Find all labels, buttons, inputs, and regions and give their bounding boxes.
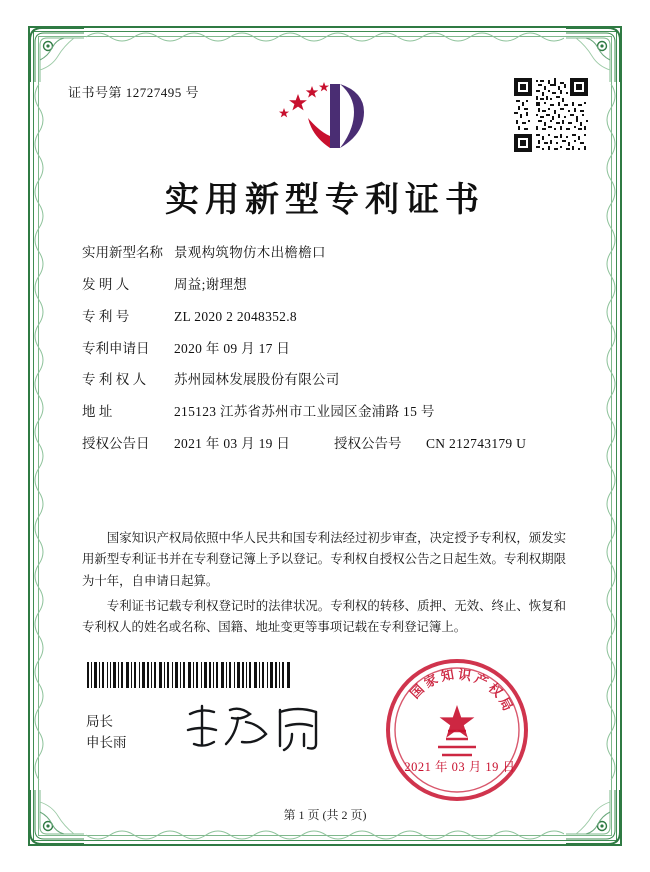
legal-text xyxy=(82,528,566,643)
page-title: 实用新型专利证书 xyxy=(165,182,485,219)
corner-ornament-icon xyxy=(564,26,622,84)
patent-office-logo-icon xyxy=(268,78,380,152)
field-value: 2020 年 09 月 17 日 xyxy=(174,340,291,356)
qr-code-icon xyxy=(514,78,588,152)
field-label: 专 利 权 人 xyxy=(82,372,147,388)
page-footer: 第 1 页 (共 2 页) xyxy=(283,808,367,822)
field-application-date xyxy=(82,342,572,357)
svg-text:国: 国 xyxy=(407,681,427,702)
certificate-number: 证书号第 12727495 号 xyxy=(68,85,200,100)
field-label: 专 利 号 xyxy=(82,308,130,324)
field-value: ZL 2020 2 2048352.8 xyxy=(174,308,297,324)
field-patentee xyxy=(82,373,572,388)
director-title: 局长 xyxy=(86,714,113,729)
field-value: 2021 年 03 月 19 日 xyxy=(174,436,291,452)
seal-date: 2021 年 03 月 19 日 xyxy=(404,760,516,774)
border-wave-top xyxy=(86,26,564,42)
field-utility-model-name xyxy=(82,246,572,261)
svg-text:权: 权 xyxy=(485,680,506,700)
field-label: 实用新型名称 xyxy=(82,245,163,260)
field-label: 地 址 xyxy=(82,404,113,420)
signature-block xyxy=(86,712,127,754)
barcode-icon xyxy=(85,662,293,688)
svg-text:产: 产 xyxy=(472,670,491,690)
field-list xyxy=(82,246,572,468)
director-name: 申长雨 xyxy=(86,734,127,750)
field-label: 授权公告日 xyxy=(82,436,150,452)
field-address xyxy=(82,405,572,420)
field-grant-row xyxy=(82,437,572,452)
field-value: CN 212743179 U xyxy=(426,436,527,452)
svg-text:家: 家 xyxy=(421,671,441,691)
field-inventor xyxy=(82,278,572,293)
paragraph-registry: 专利证书记载专利权登记时的法律状况。专利权的转移、质押、无效、终止、恢复和专利权人的姓名或名称、国籍、地址变更等事项记载在专利登记簿上。 xyxy=(82,598,566,635)
field-value: 景观构筑物仿木出檐檐口 xyxy=(174,245,326,260)
field-label: 专利申请日 xyxy=(82,340,150,356)
svg-text:局: 局 xyxy=(496,694,516,714)
svg-text:识: 识 xyxy=(457,666,473,684)
field-label: 发 明 人 xyxy=(82,276,130,292)
field-value: 周益;谢理想 xyxy=(174,276,248,292)
paragraph-grant: 国家知识产权局依照中华人民共和国专利法经过初步审查，决定授予专利权，颁发实用新型专利证书并在专利登记簿上予以登记。专利权自授权公告之日起生效。专利权期限为十年，自申请日起算。 xyxy=(82,531,566,588)
field-grant-publication-number xyxy=(334,437,572,452)
field-grant-date xyxy=(82,437,334,452)
field-patent-number xyxy=(82,310,572,325)
svg-text:知: 知 xyxy=(439,666,456,684)
border-wave-bottom xyxy=(86,830,564,846)
field-label: 授权公告号 xyxy=(334,436,402,452)
field-value: 苏州园林发展股份有限公司 xyxy=(174,372,340,388)
corner-ornament-icon xyxy=(28,26,86,84)
official-red-seal-icon xyxy=(382,655,532,805)
handwritten-signature-icon xyxy=(180,700,340,756)
field-value: 215123 江苏省苏州市工业园区金浦路 15 号 xyxy=(174,404,435,420)
